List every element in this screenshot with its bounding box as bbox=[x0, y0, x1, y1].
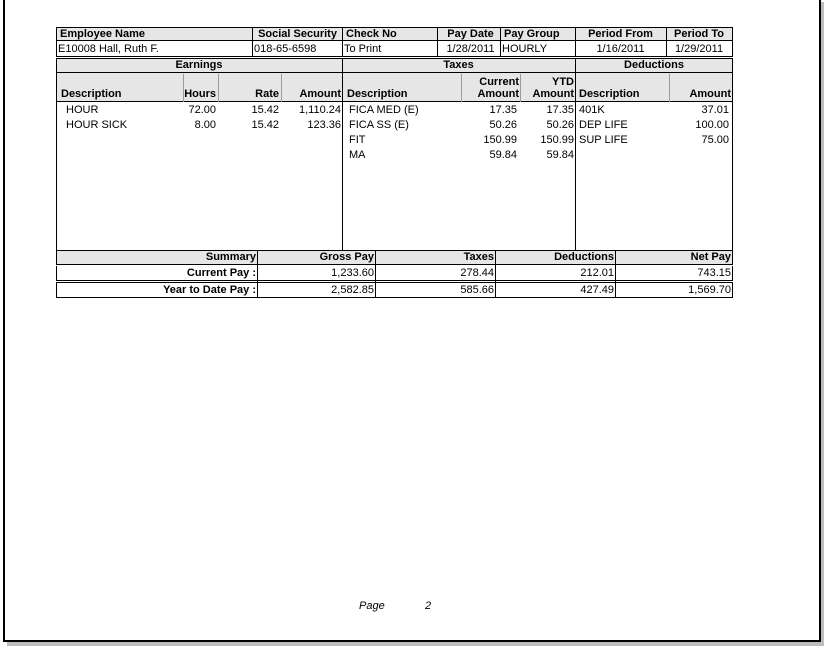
divider bbox=[495, 250, 496, 298]
earnings-col-rate: Rate bbox=[255, 88, 279, 100]
pay-group-label: Pay Group bbox=[504, 28, 560, 40]
summary-col-summary: Summary bbox=[205, 251, 256, 263]
earnings-col-description: Description bbox=[61, 88, 122, 100]
page-label: Page bbox=[359, 600, 385, 612]
summary-gross-pay: 2,582.85 bbox=[331, 284, 374, 296]
summary-row-label: Current Pay : bbox=[186, 267, 256, 279]
summary-taxes: 278.44 bbox=[460, 267, 494, 279]
earnings-amount: 1,110.24 bbox=[298, 104, 341, 116]
summary-deductions: 427.49 bbox=[580, 284, 614, 296]
divider bbox=[342, 58, 343, 250]
employee-name-value: E10008 Hall, Ruth F. bbox=[58, 43, 159, 55]
earnings-amount: 123.36 bbox=[307, 119, 341, 131]
tax-description: FIT bbox=[349, 134, 366, 146]
social-security-value: 018-65-6598 bbox=[254, 43, 317, 55]
pay-date-value: 1/28/2011 bbox=[446, 43, 495, 55]
earnings-description: HOUR SICK bbox=[66, 119, 128, 131]
period-from-value: 1/16/2011 bbox=[596, 43, 645, 55]
earnings-hours: 8.00 bbox=[194, 119, 216, 131]
taxes-col-ytd: YTD bbox=[552, 76, 574, 88]
taxes-col-description: Description bbox=[347, 88, 408, 100]
divider bbox=[575, 58, 576, 250]
summary-col-deductions: Deductions bbox=[554, 251, 614, 263]
tax-ytd-amount: 50.26 bbox=[546, 119, 574, 131]
tax-current-amount: 17.35 bbox=[489, 104, 517, 116]
tax-ytd-amount: 59.84 bbox=[546, 149, 574, 161]
deduction-description: DEP LIFE bbox=[579, 119, 628, 131]
tax-description: FICA MED (E) bbox=[349, 104, 419, 116]
divider bbox=[342, 27, 343, 57]
summary-row-label: Year to Date Pay : bbox=[163, 284, 256, 296]
deduction-description: SUP LIFE bbox=[579, 134, 628, 146]
divider bbox=[252, 27, 253, 57]
tax-ytd-amount: 17.35 bbox=[546, 104, 574, 116]
taxes-col-current: Current bbox=[479, 76, 519, 88]
divider bbox=[281, 74, 282, 102]
deductions-col-amount: Amount bbox=[689, 88, 731, 100]
divider bbox=[500, 27, 501, 57]
deductions-col-description: Description bbox=[579, 88, 640, 100]
period-from-label: Period From bbox=[588, 28, 653, 40]
pay-group-value: HOURLY bbox=[502, 43, 548, 55]
divider bbox=[575, 27, 576, 57]
employee-name-label: Employee Name bbox=[60, 28, 145, 40]
earnings-hours: 72.00 bbox=[188, 104, 216, 116]
earnings-description: HOUR bbox=[66, 104, 99, 116]
summary-taxes: 585.66 bbox=[460, 284, 494, 296]
earnings-rate: 15.42 bbox=[251, 104, 279, 116]
summary-net-pay: 1,569.70 bbox=[688, 284, 731, 296]
tax-current-amount: 59.84 bbox=[489, 149, 517, 161]
deductions-title: Deductions bbox=[624, 59, 684, 71]
taxes-col-ytd-amount: Amount bbox=[532, 88, 574, 100]
pay-date-label: Pay Date bbox=[447, 28, 494, 40]
deduction-amount: 75.00 bbox=[701, 134, 729, 146]
period-to-label: Period To bbox=[674, 28, 724, 40]
divider bbox=[615, 250, 616, 298]
period-to-value: 1/29/2011 bbox=[674, 43, 724, 55]
earnings-title: Earnings bbox=[175, 59, 223, 71]
summary-net-pay: 743.15 bbox=[697, 267, 731, 279]
summary-deductions: 212.01 bbox=[580, 267, 614, 279]
summary-col-net-pay: Net Pay bbox=[690, 251, 731, 263]
divider bbox=[257, 250, 258, 298]
tax-ytd-amount: 150.99 bbox=[540, 134, 574, 146]
deduction-description: 401K bbox=[579, 104, 605, 116]
taxes-col-current-amount: Amount bbox=[477, 88, 519, 100]
deduction-amount: 37.01 bbox=[701, 104, 729, 116]
divider bbox=[375, 250, 376, 298]
earnings-col-hours: Hours bbox=[184, 88, 216, 100]
check-no-label: Check No bbox=[346, 28, 397, 40]
summary-col-gross-pay: Gross Pay bbox=[319, 251, 374, 263]
tax-current-amount: 50.26 bbox=[489, 119, 517, 131]
tax-current-amount: 150.99 bbox=[483, 134, 517, 146]
social-security-label: Social Security bbox=[258, 28, 337, 40]
tax-description: FICA SS (E) bbox=[349, 119, 409, 131]
divider bbox=[437, 27, 438, 57]
tax-description: MA bbox=[349, 149, 366, 161]
earnings-rate: 15.42 bbox=[251, 119, 279, 131]
taxes-title: Taxes bbox=[443, 59, 474, 71]
page-number: 2 bbox=[425, 600, 432, 612]
earnings-col-amount: Amount bbox=[299, 88, 341, 100]
divider bbox=[666, 27, 667, 57]
divider bbox=[218, 74, 219, 102]
deduction-amount: 100.00 bbox=[695, 119, 729, 131]
check-no-value: To Print bbox=[344, 43, 382, 55]
summary-col-taxes: Taxes bbox=[463, 251, 494, 263]
summary-gross-pay: 1,233.60 bbox=[331, 267, 374, 279]
